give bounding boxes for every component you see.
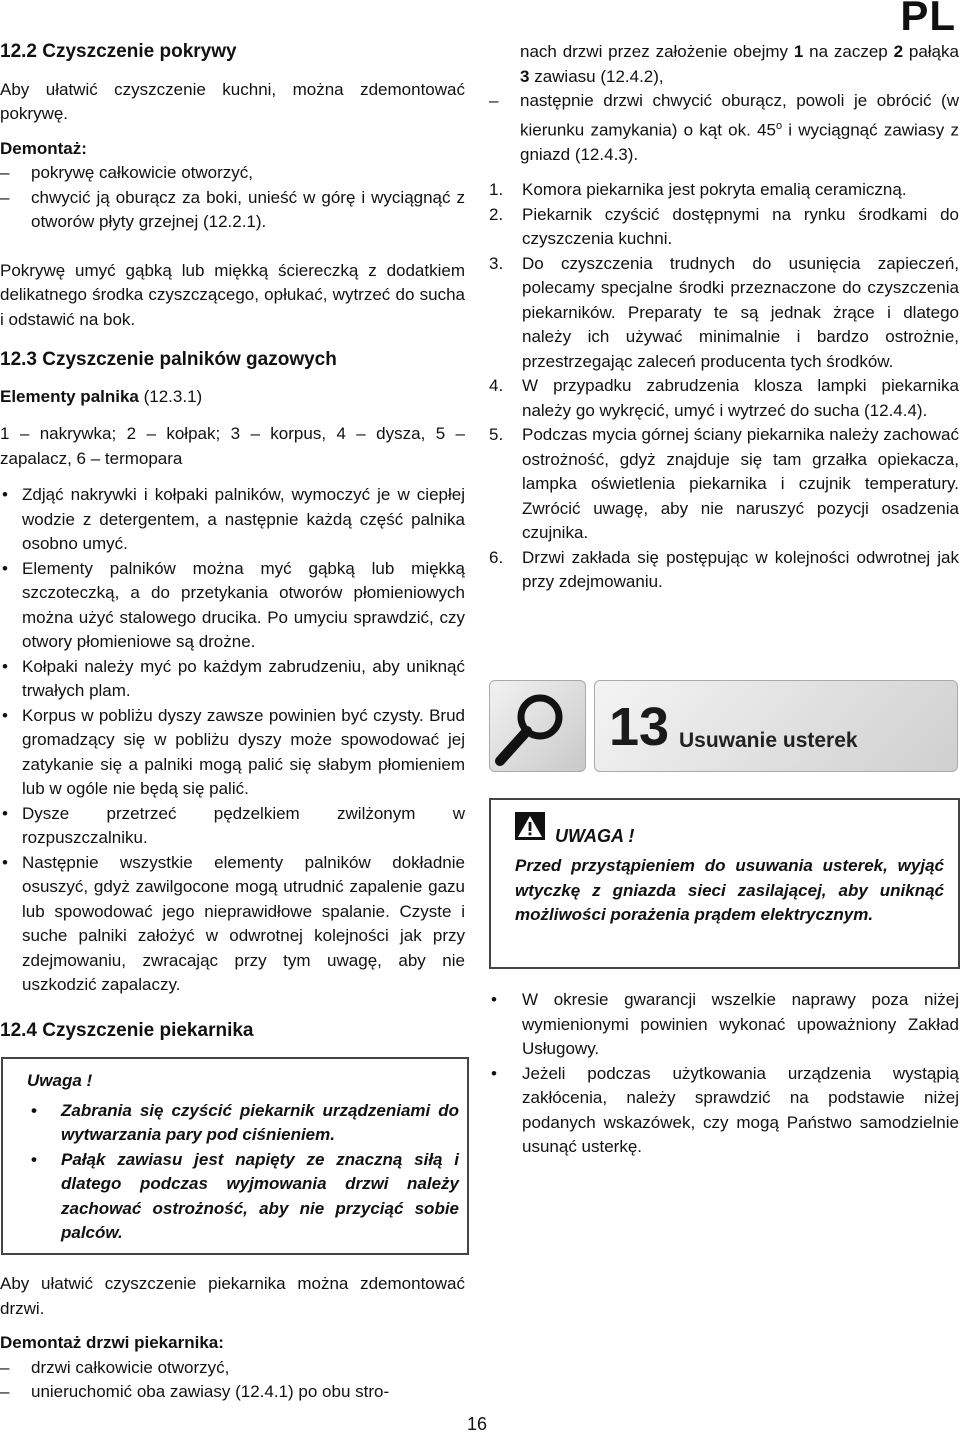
- cont-bold-3: 3: [520, 66, 530, 86]
- s123-bullet: • Dysze przetrzeć pędzelkiem zwilżonym w rozpuszczalniku.: [0, 802, 465, 851]
- s123-bullet: • Elementy palników można myć gąbką lub miękką szczoteczką, a do przetykania otworów płomieniowych można użyć stalowego drucika. Po umyciu sprawdzić, czy otwory płomieniowe są drożne.: [0, 557, 465, 655]
- language-code: PL: [900, 0, 956, 39]
- cont-text-1b: na zaczep: [803, 42, 888, 61]
- troubleshoot-bullet: • Jeżeli podczas użytkowania urządzenia wystąpią zakłócenia, należy sprawdzić na podstawie niżej podanych wskazówek, czy mogą Państwo samodzielnie usunąć usterkę.: [489, 1062, 959, 1160]
- degree-sup: o: [775, 119, 783, 132]
- oven-warning-item: • Pałąk zawiasu jest napięty ze znaczną siłą i dlatego podczas wyjmowania drzwi należy zachować ostrożność, aby nie przyciąć sobie palców.: [27, 1148, 459, 1246]
- numbered-item: [489, 374, 959, 423]
- numbered-item: [489, 252, 959, 375]
- warning-triangle-icon: [515, 812, 545, 840]
- section-12-3-title: 12.3 Czyszczenie palników gazowych: [0, 349, 337, 370]
- item-number: 5.: [489, 425, 504, 445]
- s123-bullet: • Korpus w pobliżu dyszy zawsze powinien być czysty. Brud gromadzący się w pobliżu dyszy może spowodować jej zatykanie się a palniki mogą palić się słabym płomieniem lub w ogóle nie będą się palić.: [0, 704, 465, 802]
- item-text: Do czyszczenia trudnych do usunięcia zapieczeń, polecamy specjalne środki przeznaczone do czyszczenia piekarników. Preparaty te są jednak żrące i dlatego należy ich używać minimalnie i bardzo ostrożnie, przestrzegając zaleceń producenta tych środków.: [522, 253, 959, 371]
- oven-warning-item: • Zabrania się czyścić piekarnik urządzeniami do wytwarzania pary pod ciśnieniem.: [27, 1099, 459, 1148]
- s122-para: Pokrywę umyć gąbką lub miękką ściereczką z dodatkiem delikatnego środka czyszczącego, opłukać, wytrzeć do sucha i odstawić na bok.: [0, 260, 465, 329]
- s123-parts: 1 – nakrywka; 2 – kołpak; 3 – korpus, 4 – dysza, 5 – zapalacz, 6 – termopara: [0, 424, 465, 468]
- item-text: Piekarnik czyścić dostępnymi na rynku środkami do czyszczenia kuchni.: [522, 204, 959, 249]
- oven-warning-box: [1, 1057, 469, 1255]
- cont-bold-1: 1: [793, 42, 804, 61]
- s123-bullet: • Kołpaki należy myć po każdym zabrudzeniu, aby uniknąć trwałych plam.: [0, 655, 465, 704]
- item-text: Drzwi zakłada się postępując w kolejności odwrotnej jak przy zdejmowaniu.: [522, 547, 959, 592]
- troubleshoot-bullet: • W okresie gwarancji wszelkie naprawy poza niżej wymienionymi powinien wykonać upoważniony Zakład Usługowy.: [489, 988, 959, 1062]
- section-12-2-title: 12.2 Czyszczenie pokrywy: [0, 41, 237, 62]
- troubleshoot-warning-text: Przed przystąpieniem do usuwania usterek, wyjąć wtyczkę z gniazda sieci zasilającej, aby uniknąć możliwości porażenia prądem elektrycznym.: [515, 856, 944, 924]
- item-text: Podczas mycia górnej ściany piekarnika należy zachować ostrożność, gdyż znajduje się tam grzałka opiekacza, lampka oświetlenia piekarnika i czujnik temperatury. Zwrócić uwagę, aby nie naruszyć pozycji osadzenia czujnika.: [522, 425, 959, 543]
- numbered-item: [489, 546, 959, 595]
- section-13-title: Usuwanie usterek: [679, 729, 858, 752]
- item-number: 1.: [489, 180, 504, 200]
- section-12-4-title: 12.4 Czyszczenie piekarnika: [0, 1020, 254, 1041]
- page-number: 16: [467, 1414, 488, 1434]
- s123-bullet: • Zdjąć nakrywki i kołpaki palników, wymoczyć je w ciepłej wodzie z detergentem, a następnie każdą część palnika osobno umyć.: [0, 483, 465, 557]
- continuation-text: [489, 40, 959, 89]
- item-text: Komora piekarnika jest pokryta emalią ceramiczną.: [522, 180, 907, 200]
- cont-text-2a: pałąka: [903, 42, 959, 61]
- section-13-banner: [594, 680, 958, 772]
- s124-step-2: – unieruchomić oba zawiasy (12.4.1) po obu stro-: [0, 1380, 465, 1405]
- s123-elements: [0, 385, 465, 410]
- item-number: 2.: [489, 204, 504, 224]
- item-text: W przypadku zabrudzenia klosza lampki piekarnika należy go wykręcić, umyć i wytrzeć do sucha (12.4.4).: [522, 376, 959, 420]
- section-13-number: 13: [609, 697, 670, 757]
- cont-bold-2: 2: [893, 42, 904, 61]
- s123-elements-bold: Elementy palnika: [0, 386, 139, 406]
- s124-step-1: – drzwi całkowicie otworzyć,: [0, 1356, 465, 1381]
- numbered-item: [489, 178, 959, 203]
- s122-intro: Aby ułatwić czyszczenie kuchni, można zdemontować pokrywę.: [0, 79, 465, 123]
- s123-bullet: • Następnie wszystkie elementy palników dokładnie osuszyć, gdyż zawilgocone mogą utrudnić zapalenie gazu lub spowodować jego nieprawidłowe spalanie. Czyste i suche palniki założyć w odwrotnej kolejności jak przy zdejmowaniu, zwracając przy tym uwagę, aby nie uszkodzić zapalaczy.: [0, 851, 465, 998]
- numbered-item: [489, 203, 959, 252]
- magnifier-icon: [490, 681, 585, 771]
- cont-text-2b: zawiasu (12.4.2),: [529, 66, 664, 86]
- s122-step-2: – chwycić ją oburącz za boki, unieść w górę i wyciągnąć z otworów płyty grzejnej (12.2.1).: [0, 186, 465, 235]
- item-number: 6.: [489, 547, 504, 567]
- oven-numbered-list: [489, 178, 959, 595]
- troubleshoot-warning-box: [489, 798, 960, 969]
- s122-demontaz: Demontaż:: [0, 138, 87, 158]
- s124-demontaz: Demontaż drzwi piekarnika:: [0, 1333, 224, 1352]
- magnifier-tile: [489, 680, 586, 772]
- oven-warning-title: Uwaga !: [27, 1071, 93, 1090]
- item-number: 4.: [489, 376, 504, 396]
- door-step-end: i wyciągnąć zawiasy z gniazd (12.4.3).: [520, 120, 959, 164]
- s122-step-1: – pokrywę całkowicie otworzyć,: [0, 161, 465, 186]
- s124-intro: Aby ułatwić czyszczenie piekarnika można zdemontować drzwi.: [0, 1274, 465, 1318]
- cont-text-1: nach drzwi przez założenie obejmy: [520, 42, 794, 61]
- numbered-item: [489, 423, 959, 546]
- door-step: [489, 89, 959, 167]
- troubleshoot-warning-title: UWAGA !: [555, 826, 635, 846]
- item-number: 3.: [489, 253, 504, 273]
- troubleshoot-bullets: [489, 988, 959, 1160]
- door-step-text: następnie drzwi chwycić oburącz, powoli je obrócić (w kierunku zamykania) o kąt ok. 45: [520, 91, 959, 140]
- s123-elements-ref: (12.3.1): [138, 386, 203, 406]
